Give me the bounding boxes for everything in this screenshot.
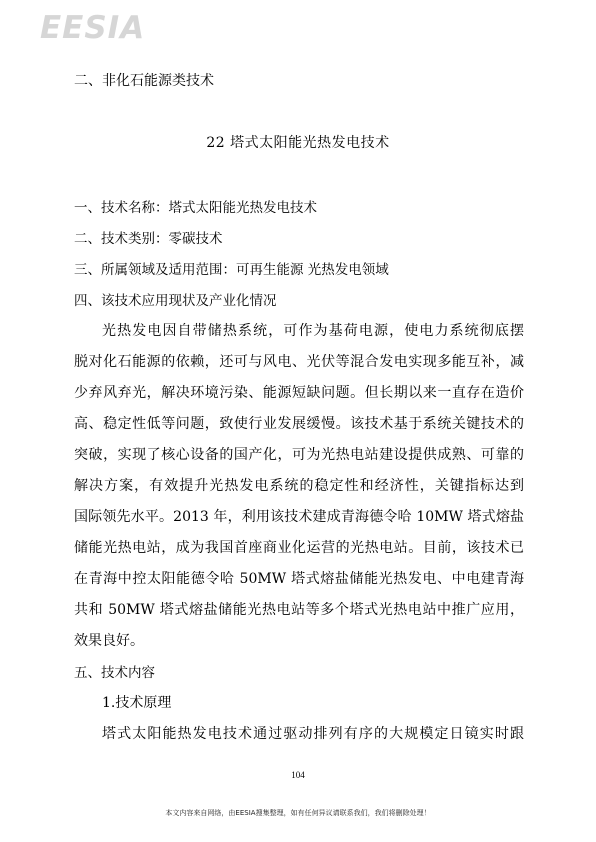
item-technology-category: 二、技术类别：零碳技术 (74, 231, 223, 247)
paragraph-line: 国际领先水平。2013 年，利用该技术建成青海德令哈 10MW 塔式熔盐 (74, 509, 524, 525)
paragraph-line: 脱对化石能源的依赖，还可与风电、光伏等混合发电实现多能互补，减 (74, 354, 524, 370)
section-technical-content: 五、技术内容 (74, 665, 155, 681)
paragraph-line: 储能光热电站，成为我国首座商业化运营的光热电站。目前，该技术已 (74, 540, 524, 556)
eesia-logo: EESIA (40, 10, 146, 46)
subheading-technical-principle: 1.技术原理 (102, 695, 172, 711)
footer-note: 本文内容来自网络，由EESIA搜集整理，如有任何异议请联系我们，我们将删除处理！ (165, 809, 431, 817)
document-title: 22 塔式太阳能光热发电技术 (206, 135, 390, 151)
item-technology-name: 一、技术名称：塔式太阳能光热发电技术 (74, 200, 317, 216)
paragraph-line: 光热发电因自带储热系统，可作为基荷电源，使电力系统彻底摆 (102, 323, 524, 339)
paragraph-line: 共和 50MW 塔式熔盐储能光热电站等多个塔式光热电站中推广应用， (74, 602, 524, 618)
paragraph-line: 解决方案，有效提升光热发电系统的稳定性和经济性，关键指标达到 (74, 478, 524, 494)
section-heading: 二、非化石能源类技术 (74, 73, 214, 89)
item-application-scope: 三、所属领域及适用范围：可再生能源 光热发电领域 (74, 262, 389, 278)
paragraph-line: 塔式太阳能热发电技术通过驱动排列有序的大规模定日镜实时跟 (102, 726, 524, 742)
paragraph-line: 少弃风弃光，解决环境污染、能源短缺问题。但长期以来一直存在造价 (74, 385, 524, 401)
paragraph-line: 效果良好。 (74, 633, 144, 649)
page-number: 104 (291, 770, 305, 780)
paragraph-line: 突破，实现了核心设备的国产化，可为光热电站建设提供成熟、可靠的 (74, 447, 524, 463)
item-application-status: 四、该技术应用现状及产业化情况 (74, 293, 277, 309)
paragraph-line: 在青海中控太阳能德令哈 50MW 塔式熔盐储能光热发电、中电建青海 (74, 571, 524, 587)
paragraph-line: 高、稳定性低等问题，致使行业发展缓慢。该技术基于系统关键技术的 (74, 416, 524, 432)
